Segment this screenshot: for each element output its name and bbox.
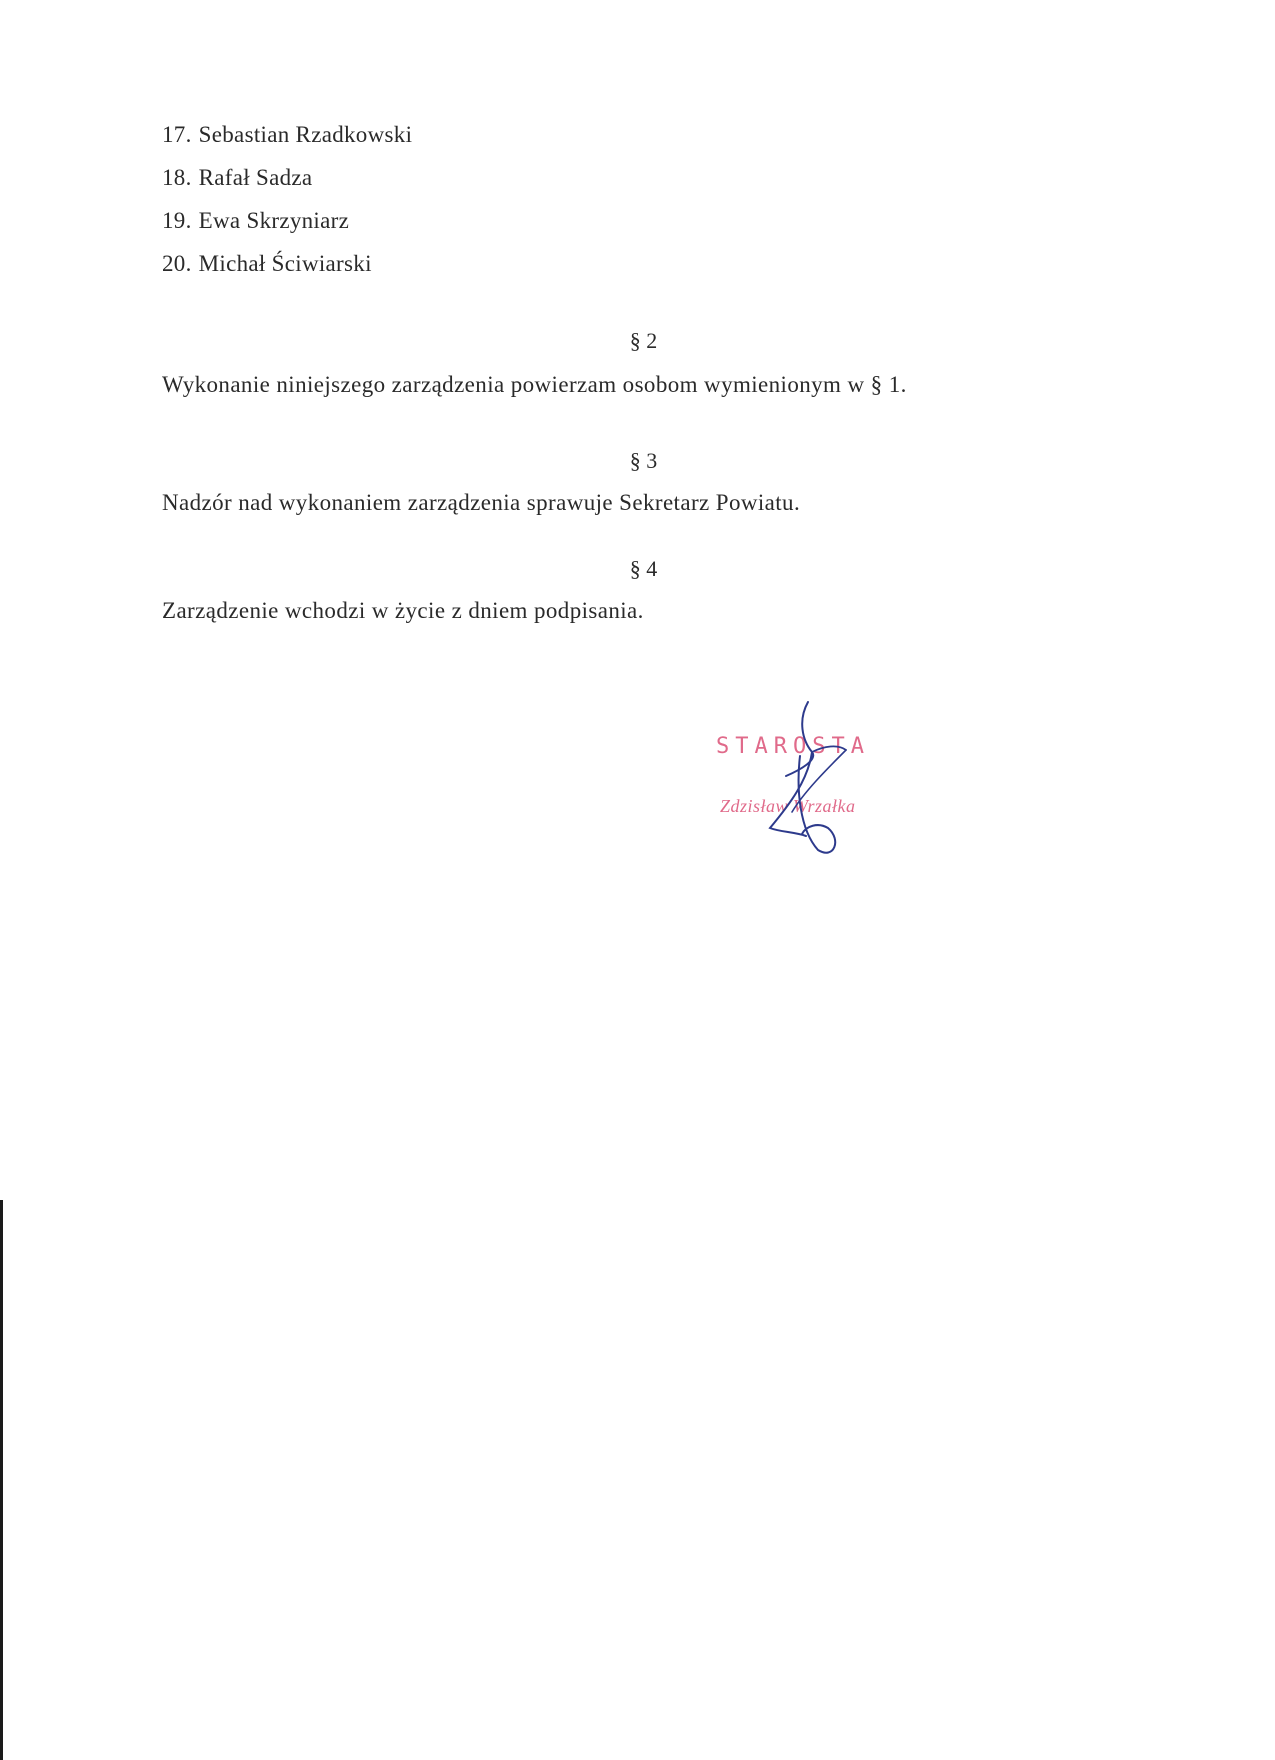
list-item-name: Sebastian Rzadkowski <box>198 122 413 147</box>
signature-icon <box>700 700 920 870</box>
official-stamp <box>700 700 920 870</box>
list-item-number: 17. <box>162 122 192 147</box>
stamp-name: Zdzisław Wrzałka <box>720 796 856 816</box>
section-heading: § 4 <box>629 556 658 581</box>
list-item <box>162 199 412 242</box>
list-item-number: 19. <box>162 208 192 233</box>
list-item-name: Rafał Sadza <box>198 165 313 190</box>
section-heading: § 3 <box>629 448 658 473</box>
section-text: Nadzór nad wykonaniem zarządzenia sprawuje Sekretarz Powiatu. <box>162 490 801 515</box>
list-item <box>162 113 412 156</box>
member-list <box>162 113 412 285</box>
section-heading: § 2 <box>629 328 658 353</box>
list-item <box>162 242 412 285</box>
section-text: Zarządzenie wchodzi w życie z dniem podpisania. <box>162 598 644 623</box>
list-item-name: Michał Ściwiarski <box>198 251 372 276</box>
list-item-number: 20. <box>162 251 192 276</box>
list-item-name: Ewa Skrzyniarz <box>198 208 350 233</box>
list-item <box>162 156 412 199</box>
stamp-title: STAROSTA <box>716 734 870 759</box>
scan-edge-mark <box>0 1200 3 1760</box>
section-text: Wykonanie niniejszego zarządzenia powierzam osobom wymienionym w § 1. <box>162 372 907 397</box>
list-item-number: 18. <box>162 165 192 190</box>
